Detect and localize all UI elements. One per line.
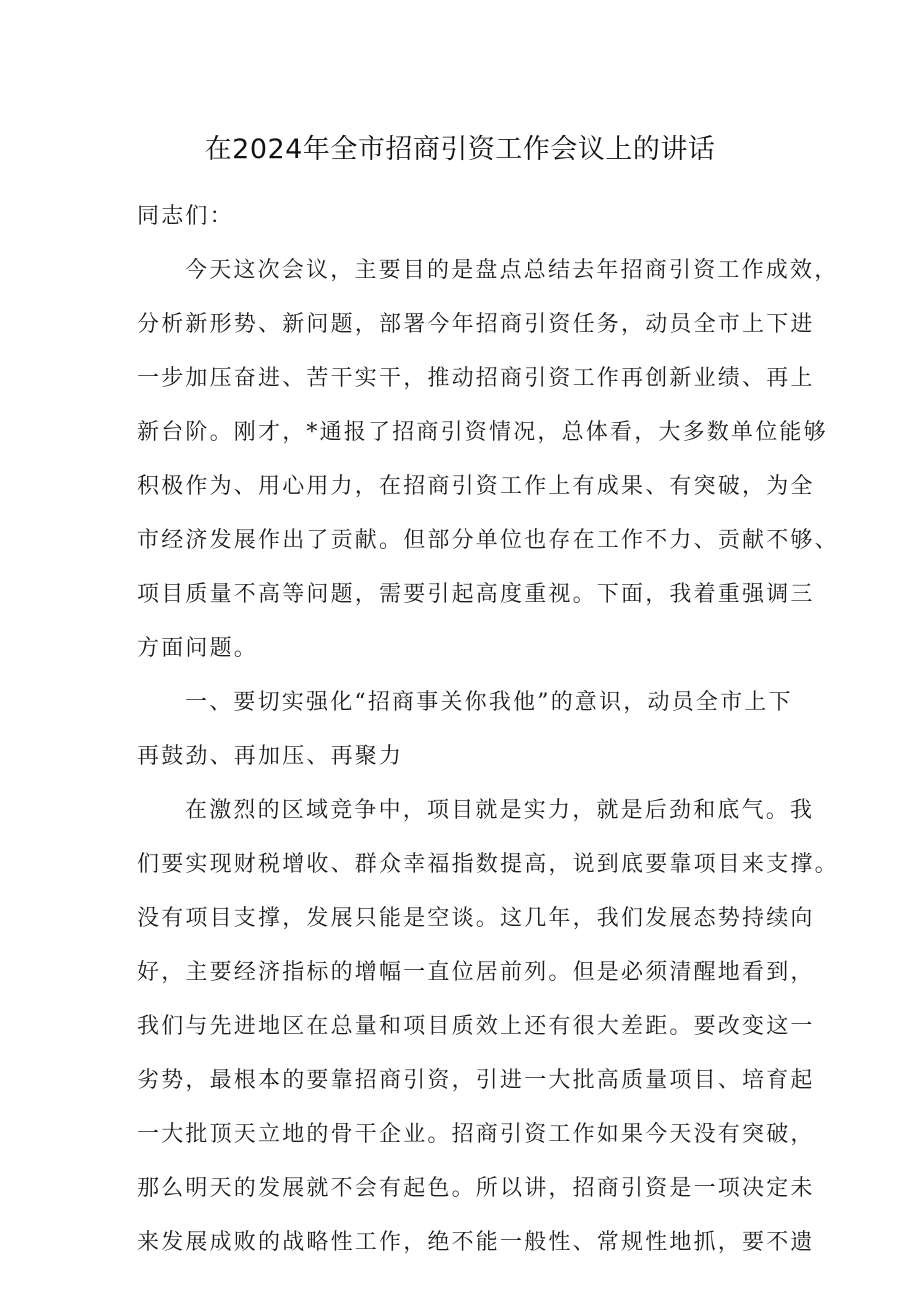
text-line: 我们与先进地区在总量和项目质效上还有很大差距。要改变这一 <box>137 1014 815 1039</box>
text-line: 今天这次会议，主要目的是盘点总结去年招商引资工作成效， <box>185 258 839 283</box>
text-line: 项目质量不高等问题，需要引起高度重视。下面，我着重强调三 <box>137 582 815 607</box>
text-line: 积极作为、用心用力，在招商引资工作上有成果、有突破，为全 <box>137 474 815 499</box>
text-line: 分析新形势、新问题，部署今年招商引资任务，动员全市上下进 <box>137 312 815 337</box>
text-line: 劣势，最根本的要靠招商引资，引进一大批高质量项目、培育起 <box>137 1068 815 1093</box>
text-line: 同志们： <box>137 204 234 229</box>
text-line: 再鼓劲、再加压、再聚力 <box>137 744 404 769</box>
text-line: 一步加压奋进、苦干实干，推动招商引资工作再创新业绩、再上 <box>137 366 815 391</box>
text-line: 在激烈的区域竞争中，项目就是实力，就是后劲和底气。我 <box>185 798 815 823</box>
text-line: 好，主要经济指标的增幅一直位居前列。但是必须清醒地看到， <box>137 960 815 985</box>
text-line: 一大批顶天立地的骨干企业。招商引资工作如果今天没有突破， <box>137 1122 815 1147</box>
text-line: 方面问题。 <box>137 636 259 661</box>
text-line: 市经济发展作出了贡献。但部分单位也存在工作不力、贡献不够、 <box>137 528 839 553</box>
text-line: 来发展成败的战略性工作，绝不能一般性、常规性地抓，要不遗 <box>137 1230 815 1255</box>
text-line: 没有项目支撑，发展只能是空谈。这几年，我们发展态势持续向 <box>137 906 815 931</box>
document-title: 在2024年全市招商引资工作会议上的讲话 <box>204 134 716 165</box>
text-line: 新台阶。刚才，*通报了招商引资情况，总体看，大多数单位能够 <box>137 420 828 445</box>
text-line: 们要实现财税增收、群众幸福指数提高，说到底要靠项目来支撑。 <box>137 852 839 877</box>
document-body <box>137 190 839 1270</box>
text-line: 那么明天的发展就不会有起色。所以讲，招商引资是一项决定未 <box>137 1176 815 1201</box>
text-line: 一、要切实强化“招商事关你我他”的意识，动员全市上下 <box>185 690 793 715</box>
